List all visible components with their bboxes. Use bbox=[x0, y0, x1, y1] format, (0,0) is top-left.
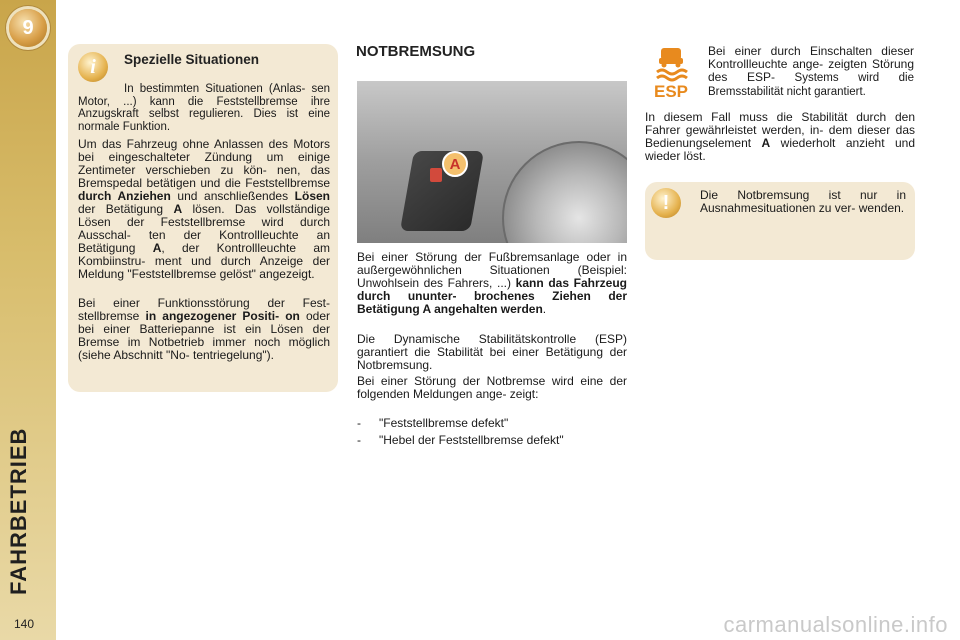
chapter-number-badge: 9 bbox=[9, 9, 47, 47]
info-box-title: Spezielle Situationen bbox=[124, 52, 260, 67]
section-heading: NOTBREMSUNG bbox=[356, 43, 476, 60]
section-label: FAHRBETRIEB bbox=[6, 427, 31, 595]
warning-text: Die Notbremsung ist nur in Ausnahmesituationen zu ver- wenden. bbox=[700, 188, 906, 215]
list-item: - "Hebel der Feststellbremse defekt" bbox=[357, 433, 564, 447]
parking-brake-photo bbox=[357, 81, 627, 243]
exclamation-icon: ! bbox=[651, 188, 681, 218]
message-list bbox=[357, 417, 627, 447]
main-paragraph-1: Bei einer Störung der Fußbremsanlage oder in außergewöhnlichen Situationen (Beispiel: Unwohlsein des Fahrers, ...) kann das Fahrzeug durch ununter- brochenes Ziehen der Betätigung A angehalten werden. bbox=[357, 250, 627, 316]
esp-paragraph: Bei einer durch Einschalten dieser Kontrollleuchte ange- zeigten Störung des ESP- Systems wird die Bremsstabilität nicht garantiert. bbox=[708, 44, 914, 98]
list-item: - "Feststellbremse defekt" bbox=[357, 416, 509, 430]
info-paragraph-1: In bestimmten Situationen (Anlas- sen Motor, ...) kann die Feststellbremse ihre Anzugskraft selbst regulieren. Dies ist eine normale Funktion. bbox=[78, 83, 330, 133]
right-paragraph-1: In diesem Fall muss die Stabilität durch den Fahrer gewährleistet werden, in- dem dieser das Bedienungselement A wiederholt anzieht und wieder löst. bbox=[645, 110, 915, 163]
brake-warning-lamp bbox=[430, 168, 442, 182]
rotary-dial bbox=[502, 141, 627, 243]
info-icon: i bbox=[78, 52, 108, 82]
watermark: carmanualsonline.info bbox=[723, 612, 948, 637]
main-paragraph-2: Die Dynamische Stabilitätskontrolle (ESP) garantiert die Stabilität bei einer Betätigung der Notbremsung. bbox=[357, 332, 627, 372]
callout-a: A bbox=[442, 151, 468, 177]
esp-label: ESP bbox=[653, 82, 689, 101]
info-paragraph-3: Bei einer Funktionsstörung der Fest- stellbremse in angezogener Positi- on oder bei einer Batteriepanne ist ein Lösen der Bremse im Notbetrieb immer noch möglich (siehe Abschnitt "No- tentriegelung"). bbox=[78, 296, 330, 362]
main-paragraph-3: Bei einer Störung der Notbremse wird eine der folgenden Meldungen ange- zeigt: bbox=[357, 374, 627, 401]
info-paragraph-2: Um das Fahrzeug ohne Anlassen des Motors bei eingeschalteter Zündung um einige Zentimeter verschieben zu kön- nen, das Bremspedal betätigen und die Feststellbremse durch Anziehen und anschließendes Lösen der Betätigung A lösen. Das vollständige Lösen der Feststellbremse wird durch Ausschal- ten der Kontrollleuchte an Betätigung A, der Kontrollleuchte am Kombiinstru- ment und durch Anzeige der Meldung "Feststellbremse gelöst" angezeigt. bbox=[78, 137, 331, 281]
page-number: 140 bbox=[14, 617, 35, 631]
